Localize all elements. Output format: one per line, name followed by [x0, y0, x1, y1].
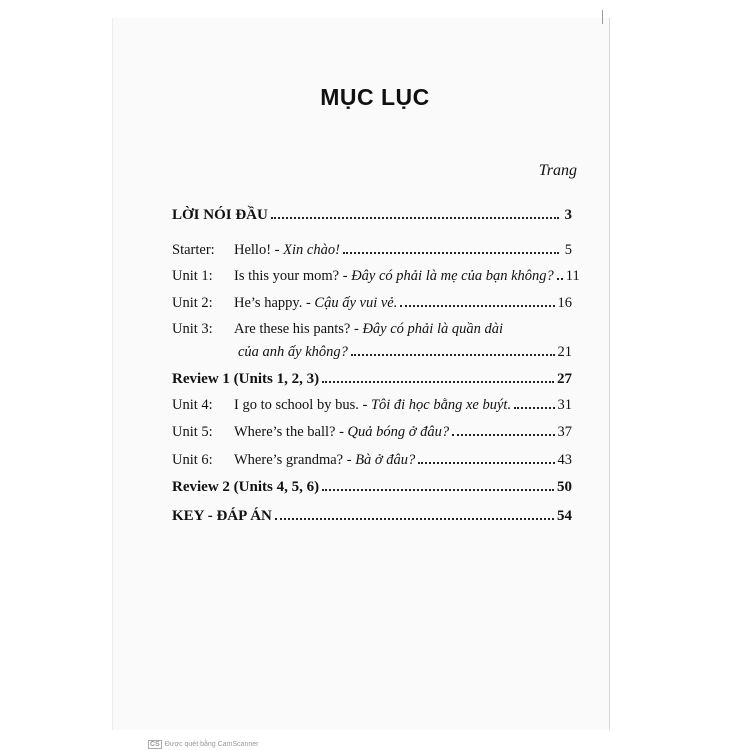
toc-label: Unit 2: [172, 295, 213, 311]
toc-entry-unit-4 [172, 396, 572, 414]
toc-entry-unit-5 [172, 423, 572, 441]
toc-title-en: Is this your mom? - [234, 268, 352, 284]
toc-title-vi: Cậu ấy vui vẻ. [314, 295, 398, 311]
toc-title [234, 396, 511, 414]
leader-dots [514, 407, 554, 409]
toc-entry-unit-6 [172, 451, 572, 469]
leader-dots [351, 354, 555, 356]
toc-page-number: 3 [564, 207, 572, 223]
toc-label: Unit 5: [172, 424, 213, 440]
camscanner-logo-icon: CS [150, 741, 160, 748]
toc-title-vi: Đây có phải là quần dài [362, 321, 504, 337]
leader-dots [275, 518, 554, 520]
scanner-watermark-text: Được quét bằng CamScanner [164, 741, 259, 748]
toc-entry-preface [172, 206, 572, 224]
leader-dots [557, 278, 563, 280]
toc-title-vi: Tôi đi học bằng xe buýt. [370, 397, 512, 413]
toc-label: Review 2 (Units 4, 5, 6) [172, 479, 320, 495]
toc-page-number: 43 [557, 452, 572, 468]
toc-title [234, 267, 554, 285]
toc-label: LỜI NÓI ĐẦU [172, 207, 268, 223]
toc-title-vi: Quả bóng ở đâu? [347, 424, 450, 440]
toc-title-en: Where’s grandma? - [234, 452, 356, 468]
toc-page-number: 31 [557, 397, 572, 413]
toc-title [234, 320, 503, 338]
page-title: MỤC LỤC [320, 84, 430, 110]
toc-label: Unit 3: [172, 321, 213, 337]
toc-entry-unit-3-continued [238, 343, 572, 361]
leader-dots [322, 381, 554, 383]
leader-dots [322, 489, 554, 491]
toc-page-number: 5 [564, 242, 572, 258]
page-column-label: Trang [538, 162, 577, 179]
toc-entry-unit-3 [172, 320, 572, 338]
toc-entry-review-1 [172, 370, 572, 388]
toc-label: Unit 1: [172, 268, 213, 284]
leader-dots [400, 305, 554, 307]
toc-entry-key [172, 507, 572, 525]
leader-dots [418, 462, 554, 464]
toc-page-number: 16 [557, 295, 572, 311]
toc-page-number: 37 [557, 424, 572, 440]
toc-title [234, 241, 340, 259]
toc-title-en: Hello! - [234, 242, 284, 258]
toc-title [234, 423, 449, 441]
toc-entry-unit-1 [172, 267, 580, 285]
scanner-watermark [148, 740, 258, 749]
toc-entry-starter [172, 241, 572, 259]
toc-entry-review-2 [172, 478, 572, 496]
toc-title-en: I go to school by bus. - [234, 397, 371, 413]
toc-page-number: 50 [557, 479, 572, 495]
toc-entry-unit-2 [172, 294, 572, 312]
toc-page-number: 21 [557, 344, 572, 360]
toc-title-en: Where’s the ball? - [234, 424, 348, 440]
toc-title-vi: Bà ở đâu? [355, 452, 416, 468]
leader-dots [452, 434, 554, 436]
toc-label: Unit 6: [172, 452, 213, 468]
page-edge-mark [602, 10, 603, 24]
toc-page-number: 11 [565, 268, 580, 284]
toc-label: KEY - ĐÁP ÁN [172, 508, 272, 524]
leader-dots [343, 252, 559, 254]
toc-title-en: Are these his pants? - [234, 321, 363, 337]
toc-label: Unit 4: [172, 397, 213, 413]
toc-page-number: 27 [557, 371, 572, 387]
toc-label: Starter: [172, 242, 215, 258]
toc-title [234, 451, 415, 469]
toc-title-vi: Xin chào! [283, 242, 340, 258]
leader-dots [271, 217, 559, 219]
toc-page-number: 54 [557, 508, 572, 524]
toc-title [234, 294, 397, 312]
toc-title-vi: Đây có phải là mẹ của bạn không? [351, 268, 554, 284]
toc-title-en: He’s happy. - [234, 295, 315, 311]
toc-label: Review 1 (Units 1, 2, 3) [172, 371, 320, 387]
toc-title-vi-continued: của anh ấy không? [238, 344, 348, 360]
